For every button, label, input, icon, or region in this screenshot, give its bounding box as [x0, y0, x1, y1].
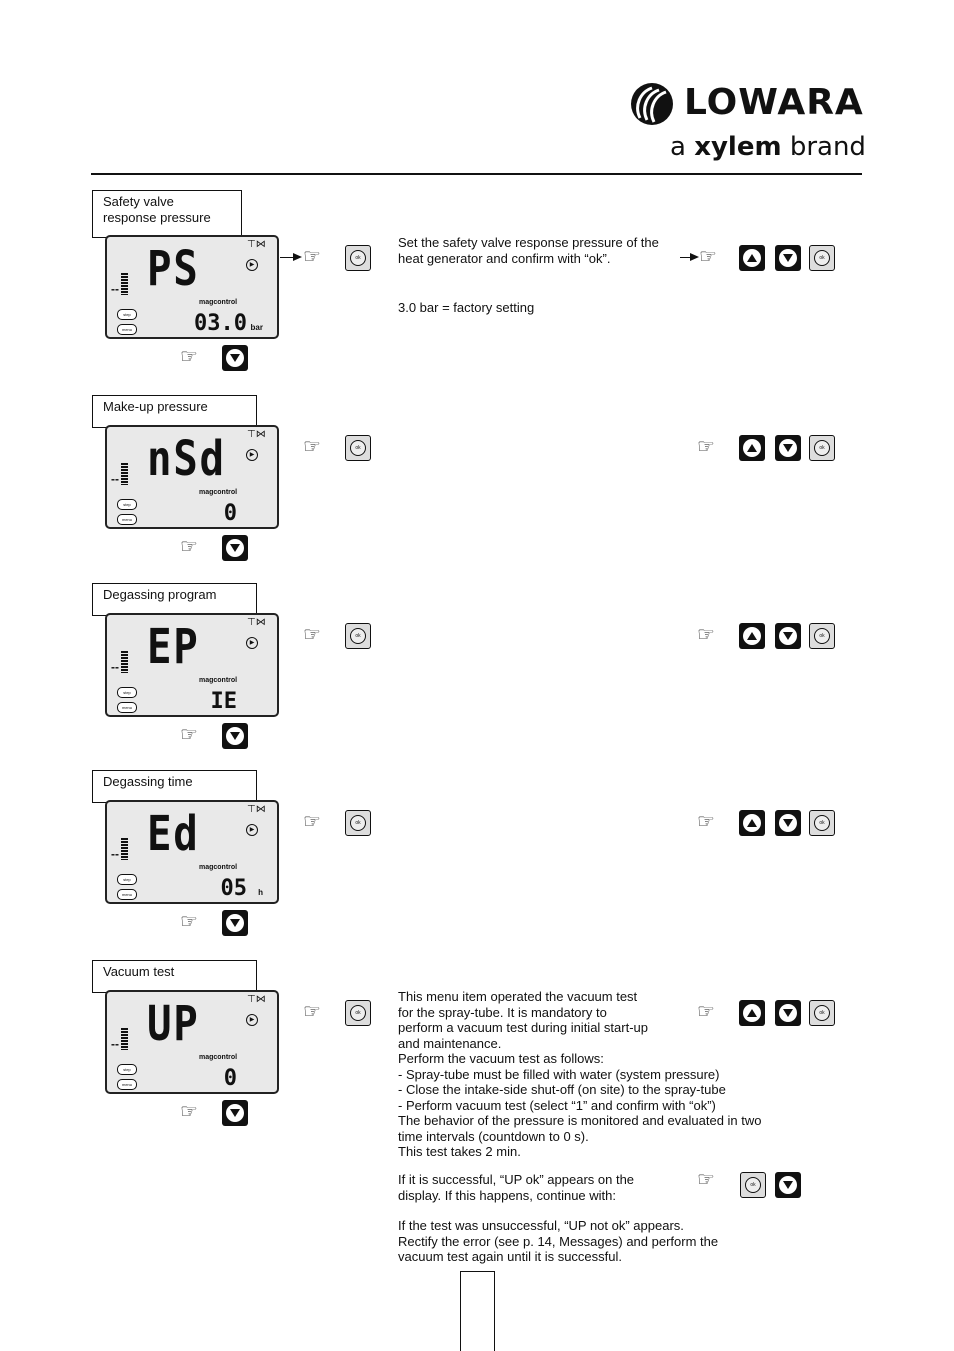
lcd-value: IE — [210, 689, 237, 714]
description-line: heat generator and confirm with “ok”. — [398, 250, 611, 266]
ok-button-icon: ok — [814, 1005, 830, 1021]
lcd-menu-code: EP — [147, 619, 200, 675]
section-label-text: Make-up pressure — [103, 399, 208, 414]
level-bargraph — [111, 1030, 128, 1050]
flow-arrow-head — [293, 253, 302, 261]
ok-button[interactable] — [809, 1000, 835, 1026]
level-bargraph — [111, 275, 128, 295]
lcd-display — [105, 800, 279, 904]
bargraph-dash: -- — [111, 472, 119, 486]
pointing-hand-icon: ☞ — [303, 624, 321, 646]
flow-arrow-line — [280, 257, 294, 258]
down-arrow-icon — [779, 814, 797, 832]
pointing-hand-icon: ☞ — [697, 811, 715, 833]
down-arrow-icon — [226, 727, 244, 745]
bargraph-segments — [121, 463, 128, 485]
level-bargraph — [111, 653, 128, 673]
down-arrow-icon — [779, 439, 797, 457]
valve-icon: ⊤⋈ — [247, 239, 266, 250]
failure-line: Rectify the error (see p. 14, Messages) and perform the — [398, 1233, 719, 1249]
ok-button[interactable] — [345, 623, 371, 649]
pointing-hand-icon: ☞ — [303, 246, 321, 268]
pointing-hand-icon: ☞ — [697, 624, 715, 646]
lcd-brand: magcontrol — [199, 864, 238, 871]
description-line: - Close the intake-side shut-off (on site) to the spray-tube — [398, 1082, 726, 1097]
down-button[interactable] — [222, 535, 248, 561]
description-line: and maintenance. — [398, 1035, 502, 1051]
lcd-menu-indicator: menu — [117, 1079, 137, 1090]
lcd-unit: h — [258, 888, 263, 897]
section-label — [92, 583, 257, 616]
down-button[interactable] — [222, 723, 248, 749]
ok-button-icon: ok — [350, 628, 366, 644]
brand-tagline — [670, 132, 866, 162]
pump-icon: ▶ — [246, 449, 258, 461]
bargraph-segments — [121, 838, 128, 860]
valve-icon: ⊤⋈ — [247, 429, 266, 440]
pointing-hand-icon: ☞ — [180, 911, 198, 933]
lcd-menu-code: UP — [147, 996, 200, 1052]
level-bargraph — [111, 465, 128, 485]
pump-icon: ▶ — [246, 1014, 258, 1026]
lowara-logo — [630, 82, 864, 126]
down-arrow-icon — [779, 627, 797, 645]
ok-button[interactable] — [809, 810, 835, 836]
ok-button-icon: ok — [350, 1005, 366, 1021]
pump-icon: ▶ — [246, 637, 258, 649]
down-button[interactable] — [222, 345, 248, 371]
ok-button[interactable] — [345, 810, 371, 836]
ok-button-icon: ok — [350, 250, 366, 266]
lcd-menu-indicator: menu — [117, 324, 137, 335]
lcd-menu-indicator: menu — [117, 702, 137, 713]
page-tab — [460, 1271, 495, 1351]
bargraph-dash: -- — [111, 1037, 119, 1051]
section-label-text: Degassing time — [103, 774, 193, 789]
lcd-value: 0 — [223, 501, 237, 526]
ok-button-icon: ok — [814, 440, 830, 456]
success-line: display. If this happens, continue with: — [398, 1187, 616, 1203]
bargraph-dash: -- — [111, 282, 119, 296]
bargraph-segments — [121, 1028, 128, 1050]
valve-icon: ⊤⋈ — [247, 617, 266, 628]
down-button[interactable] — [222, 1100, 248, 1126]
lcd-value: 03.0 — [194, 311, 247, 336]
pointing-hand-icon: ☞ — [303, 436, 321, 458]
pointing-hand-icon: ☞ — [180, 536, 198, 558]
lcd-step-indicator: step — [117, 1064, 137, 1075]
description-line: This menu item operated the vacuum test — [398, 989, 638, 1004]
description-line: The behavior of the pressure is monitored and evaluated in two — [398, 1113, 762, 1128]
down-button[interactable] — [775, 1172, 801, 1198]
bargraph-dash: -- — [111, 847, 119, 861]
failure-message — [398, 1218, 798, 1265]
ok-button[interactable] — [345, 1000, 371, 1026]
section-label — [92, 190, 242, 238]
ok-button[interactable] — [809, 245, 835, 271]
lcd-display — [105, 425, 279, 529]
down-arrow-icon — [226, 1104, 244, 1122]
header-rule — [91, 173, 862, 175]
pointing-hand-icon: ☞ — [697, 1001, 715, 1023]
lcd-display — [105, 990, 279, 1094]
ok-button-icon: ok — [814, 815, 830, 831]
up-button[interactable] — [739, 435, 765, 461]
pump-icon: ▶ — [246, 259, 258, 271]
lcd-brand: magcontrol — [199, 299, 238, 306]
up-button[interactable] — [739, 810, 765, 836]
bargraph-segments — [121, 651, 128, 673]
ok-button[interactable] — [345, 435, 371, 461]
down-arrow-icon — [779, 1176, 797, 1194]
description-line: Perform the vacuum test as follows: — [398, 1051, 604, 1066]
lcd-brand: magcontrol — [199, 677, 238, 684]
description-line: - Perform vacuum test (select “1” and confirm with “ok”) — [398, 1097, 716, 1113]
description-line: perform a vacuum test during initial start-up — [398, 1020, 648, 1035]
lcd-brand: magcontrol — [199, 1054, 238, 1061]
down-arrow-icon — [226, 914, 244, 932]
pump-icon: ▶ — [246, 824, 258, 836]
tagline-brand: xylem — [694, 132, 782, 162]
down-button[interactable] — [222, 910, 248, 936]
up-button[interactable] — [739, 623, 765, 649]
down-arrow-icon — [226, 539, 244, 557]
failure-line: If the test was unsuccessful, “UP not ok” appears. — [398, 1218, 684, 1233]
description-line: for the spray-tube. It is mandatory to — [398, 1004, 607, 1020]
lcd-step-indicator: step — [117, 687, 137, 698]
success-line: If it is successful, “UP ok” appears on the — [398, 1172, 635, 1187]
down-button[interactable] — [775, 810, 801, 836]
down-button[interactable] — [775, 623, 801, 649]
failure-line: vacuum test again until it is successful. — [398, 1249, 622, 1264]
section-description — [398, 235, 798, 266]
valve-icon: ⊤⋈ — [247, 994, 266, 1005]
section-label — [92, 395, 257, 428]
lcd-unit: bar — [250, 323, 263, 332]
lcd-display — [105, 235, 279, 339]
pointing-hand-icon: ☞ — [180, 1101, 198, 1123]
bargraph-segments — [121, 273, 128, 295]
pointing-hand-icon: ☞ — [303, 811, 321, 833]
lcd-menu-code: PS — [147, 241, 200, 297]
lcd-value: 0 — [223, 1066, 237, 1091]
down-button[interactable] — [775, 435, 801, 461]
ok-button[interactable] — [740, 1172, 766, 1198]
ok-button[interactable] — [809, 623, 835, 649]
description-line: Set the safety valve response pressure of the — [398, 235, 659, 250]
pointing-hand-icon: ☞ — [697, 436, 715, 458]
section-label-line: Safety valve — [103, 194, 174, 209]
lcd-brand: magcontrol — [199, 489, 238, 496]
lcd-step-indicator: step — [117, 874, 137, 885]
down-arrow-icon — [226, 349, 244, 367]
ok-button-icon: ok — [814, 250, 830, 266]
section-label — [92, 770, 257, 803]
success-message — [398, 1172, 698, 1203]
ok-button-icon: ok — [350, 440, 366, 456]
factory-setting-note: 3.0 bar = factory setting — [398, 300, 535, 315]
lcd-step-indicator: step — [117, 499, 137, 510]
bargraph-dash: -- — [111, 660, 119, 674]
ok-button[interactable] — [345, 245, 371, 271]
lcd-display — [105, 613, 279, 717]
lowara-swirl-icon — [630, 82, 676, 126]
lcd-menu-indicator: menu — [117, 889, 137, 900]
lcd-menu-code: nSd — [147, 431, 226, 487]
pointing-hand-icon: ☞ — [180, 724, 198, 746]
pointing-hand-icon: ☞ — [697, 1169, 715, 1191]
description-line: This test takes 2 min. — [398, 1144, 521, 1159]
tagline-prefix: a — [670, 132, 686, 162]
description-line: time intervals (countdown to 0 s). — [398, 1128, 589, 1144]
up-arrow-icon — [743, 627, 761, 645]
valve-icon: ⊤⋈ — [247, 804, 266, 815]
pointing-hand-icon: ☞ — [303, 1001, 321, 1023]
tagline-suffix: brand — [789, 132, 866, 162]
section-label — [92, 960, 257, 993]
section-description — [398, 989, 798, 1160]
description-line: - Spray-tube must be filled with water (system pressure) — [398, 1066, 720, 1082]
lcd-menu-code: Ed — [147, 806, 200, 862]
section-label-line: response pressure — [103, 210, 211, 225]
lcd-step-indicator: step — [117, 309, 137, 320]
level-bargraph — [111, 840, 128, 860]
up-arrow-icon — [743, 439, 761, 457]
ok-button-icon: ok — [814, 628, 830, 644]
lcd-menu-indicator: menu — [117, 514, 137, 525]
pointing-hand-icon: ☞ — [699, 246, 717, 268]
ok-button[interactable] — [809, 435, 835, 461]
pointing-hand-icon: ☞ — [180, 346, 198, 368]
logo-wordmark: LOWARA — [684, 82, 864, 123]
up-arrow-icon — [743, 814, 761, 832]
lcd-value: 05 — [220, 876, 247, 901]
ok-button-icon: ok — [745, 1177, 761, 1193]
section-label-text: Vacuum test — [103, 964, 175, 979]
section-label-text: Degassing program — [103, 587, 217, 602]
ok-button-icon: ok — [350, 815, 366, 831]
